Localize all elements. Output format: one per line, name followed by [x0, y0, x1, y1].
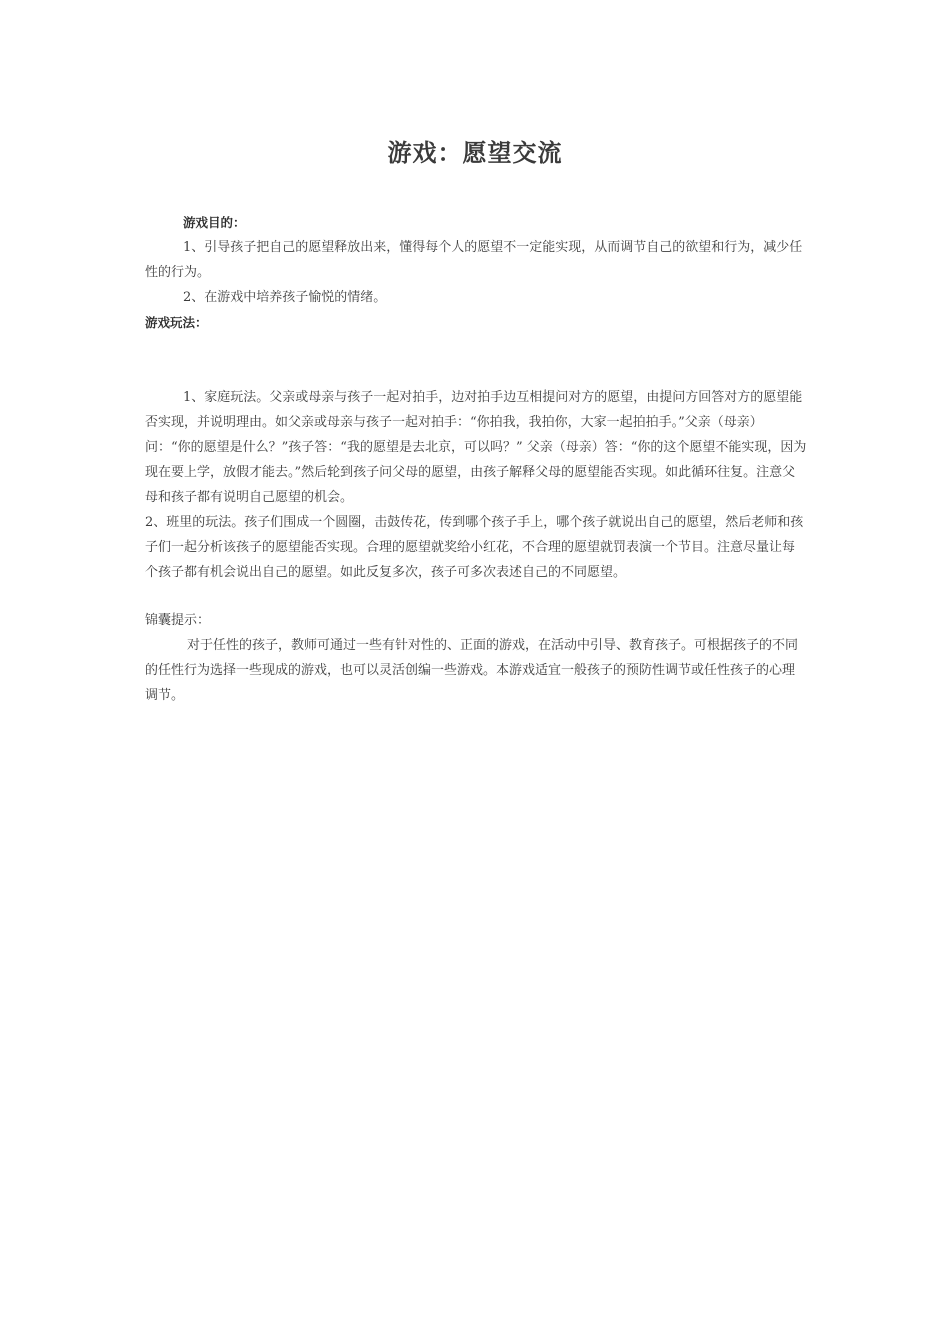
spacer — [145, 335, 807, 385]
purpose-heading: 游戏目的： — [183, 215, 246, 230]
purpose-item-1: 1、引导孩子把自己的愿望释放出来，懂得每个人的愿望不一定能实现，从而调节自己的欲望和行为，减少任性的行为。 — [145, 240, 803, 280]
tips-heading: 锦囊提示： — [145, 613, 211, 628]
document-title: 游戏：愿望交流 — [387, 139, 563, 167]
play-heading: 游戏玩法： — [145, 315, 208, 330]
play-item-family: 1、家庭玩法。父亲或母亲与孩子一起对拍手，边对拍手边互相提问对方的愿望，由提问方回答对方的愿望能否实现，并说明理由。如父亲或母亲与孩子一起对拍手：“你拍我，我拍你，大家一起拍拍手。”父亲（母亲）问：“你的愿望是什么？”孩子答：“我的愿望是去北京，可以吗？” 父亲（母亲）答：“你的这个愿望不能实现，因为现在要上学，放假才能去。”然后轮到孩子问父母的愿望，由孩子解释父母的愿望能否实现。如此循环往复。注意父母和孩子都有说明自己愿望的机会。 — [145, 390, 807, 505]
document-body — [145, 210, 807, 708]
purpose-item-2: 2、在游戏中培养孩子愉悦的情绪。 — [183, 290, 387, 305]
play-item-class: 2、班里的玩法。孩子们围成一个圆圈，击鼓传花，传到哪个孩子手上，哪个孩子就说出自己的愿望，然后老师和孩子们一起分析该孩子的愿望能否实现。合理的愿望就奖给小红花，不合理的愿望就罚表演一个节目。注意尽量让每个孩子都有机会说出自己的愿望。如此反复多次，孩子可多次表述自己的不同愿望。 — [145, 515, 804, 580]
tips-text: 对于任性的孩子，教师可通过一些有针对性的、正面的游戏，在活动中引导、教育孩子。可根据孩子的不同的任性行为选择一些现成的游戏，也可以灵活创编一些游戏。本游戏适宜一般孩子的预防性调节或任性孩子的心理调节。 — [145, 638, 799, 703]
spacer — [145, 585, 807, 608]
